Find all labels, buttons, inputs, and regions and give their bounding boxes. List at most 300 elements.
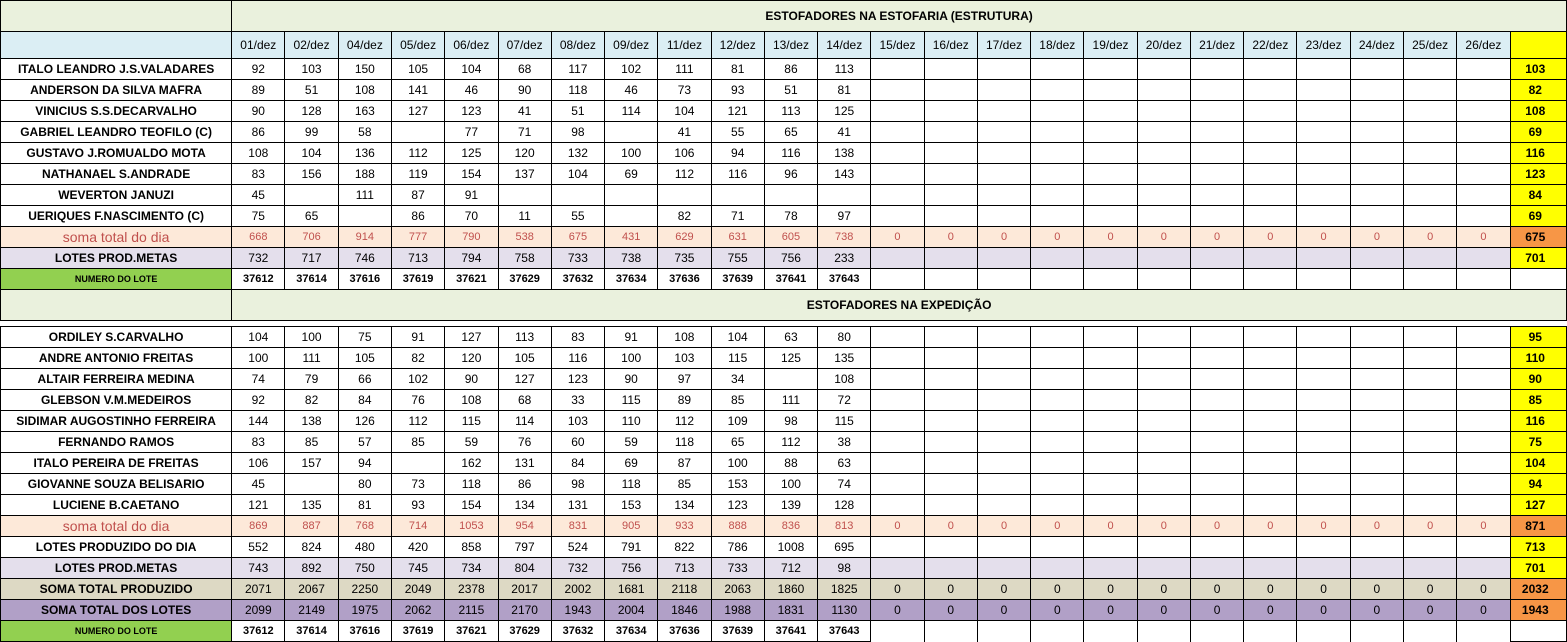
value-cell[interactable] bbox=[1404, 369, 1457, 390]
value-cell[interactable] bbox=[1137, 369, 1190, 390]
value-cell[interactable] bbox=[1137, 206, 1190, 227]
value-cell[interactable] bbox=[1137, 432, 1190, 453]
value-cell[interactable]: 73 bbox=[658, 80, 711, 101]
value-cell[interactable]: 37614 bbox=[285, 621, 338, 642]
value-cell[interactable] bbox=[1084, 185, 1137, 206]
value-cell[interactable] bbox=[1084, 59, 1137, 80]
value-cell[interactable]: 123 bbox=[445, 101, 498, 122]
section-title[interactable]: ESTOFADORES NA EXPEDIÇÃO bbox=[232, 290, 1567, 321]
value-cell[interactable] bbox=[1244, 411, 1297, 432]
average-cell[interactable]: 1943 bbox=[1510, 600, 1566, 621]
value-cell[interactable] bbox=[1137, 269, 1190, 290]
value-cell[interactable]: 755 bbox=[711, 248, 764, 269]
value-cell[interactable]: 75 bbox=[232, 206, 285, 227]
value-cell[interactable]: 86 bbox=[764, 59, 817, 80]
value-cell[interactable]: 85 bbox=[658, 474, 711, 495]
value-cell[interactable]: 714 bbox=[391, 516, 444, 537]
value-cell[interactable]: 733 bbox=[711, 558, 764, 579]
value-cell[interactable] bbox=[924, 390, 977, 411]
value-cell[interactable]: 914 bbox=[338, 227, 391, 248]
value-cell[interactable]: 88 bbox=[764, 453, 817, 474]
value-cell[interactable] bbox=[391, 453, 444, 474]
day-header[interactable]: 15/dez bbox=[871, 32, 924, 59]
value-cell[interactable]: 119 bbox=[391, 164, 444, 185]
value-cell[interactable]: 713 bbox=[658, 558, 711, 579]
value-cell[interactable] bbox=[1457, 390, 1510, 411]
value-cell[interactable]: 81 bbox=[338, 495, 391, 516]
value-cell[interactable] bbox=[1190, 621, 1243, 642]
value-cell[interactable]: 38 bbox=[818, 432, 871, 453]
value-cell[interactable] bbox=[1190, 80, 1243, 101]
value-cell[interactable]: 732 bbox=[551, 558, 604, 579]
value-cell[interactable]: 37629 bbox=[498, 621, 551, 642]
value-cell[interactable]: 233 bbox=[818, 248, 871, 269]
value-cell[interactable]: 0 bbox=[1297, 579, 1350, 600]
value-cell[interactable]: 102 bbox=[605, 59, 658, 80]
value-cell[interactable]: 0 bbox=[924, 579, 977, 600]
value-cell[interactable] bbox=[977, 369, 1030, 390]
value-cell[interactable] bbox=[1244, 390, 1297, 411]
value-cell[interactable]: 1988 bbox=[711, 600, 764, 621]
value-cell[interactable]: 0 bbox=[1457, 516, 1510, 537]
value-cell[interactable]: 104 bbox=[711, 327, 764, 348]
person-name[interactable]: ALTAIR FERREIRA MEDINA bbox=[1, 369, 232, 390]
value-cell[interactable]: 0 bbox=[1350, 579, 1403, 600]
value-cell[interactable] bbox=[1350, 558, 1403, 579]
person-name[interactable]: ANDERSON DA SILVA MAFRA bbox=[1, 80, 232, 101]
value-cell[interactable] bbox=[924, 453, 977, 474]
value-cell[interactable] bbox=[1297, 390, 1350, 411]
average-cell[interactable]: 110 bbox=[1510, 348, 1566, 369]
value-cell[interactable] bbox=[977, 537, 1030, 558]
value-cell[interactable]: 108 bbox=[338, 80, 391, 101]
average-cell[interactable]: 701 bbox=[1510, 558, 1566, 579]
value-cell[interactable] bbox=[1350, 59, 1403, 80]
value-cell[interactable]: 1831 bbox=[764, 600, 817, 621]
value-cell[interactable] bbox=[977, 495, 1030, 516]
value-cell[interactable]: 60 bbox=[551, 432, 604, 453]
value-cell[interactable] bbox=[1297, 558, 1350, 579]
average-cell[interactable]: 84 bbox=[1510, 185, 1566, 206]
value-cell[interactable]: 0 bbox=[1350, 516, 1403, 537]
value-cell[interactable]: 112 bbox=[391, 143, 444, 164]
value-cell[interactable] bbox=[1084, 369, 1137, 390]
value-cell[interactable]: 112 bbox=[658, 164, 711, 185]
average-cell[interactable]: 116 bbox=[1510, 143, 1566, 164]
average-cell[interactable]: 104 bbox=[1510, 453, 1566, 474]
value-cell[interactable]: 80 bbox=[818, 327, 871, 348]
average-cell[interactable]: 116 bbox=[1510, 411, 1566, 432]
value-cell[interactable]: 37621 bbox=[445, 269, 498, 290]
value-cell[interactable]: 97 bbox=[658, 369, 711, 390]
value-cell[interactable] bbox=[1084, 248, 1137, 269]
value-cell[interactable] bbox=[871, 621, 924, 642]
value-cell[interactable] bbox=[1297, 432, 1350, 453]
value-cell[interactable] bbox=[1297, 80, 1350, 101]
value-cell[interactable]: 75 bbox=[338, 327, 391, 348]
value-cell[interactable]: 0 bbox=[1404, 516, 1457, 537]
value-cell[interactable] bbox=[1457, 348, 1510, 369]
value-cell[interactable] bbox=[1031, 206, 1084, 227]
value-cell[interactable]: 37612 bbox=[232, 621, 285, 642]
value-cell[interactable]: 37632 bbox=[551, 269, 604, 290]
value-cell[interactable] bbox=[285, 185, 338, 206]
value-cell[interactable]: 869 bbox=[232, 516, 285, 537]
average-cell[interactable]: 82 bbox=[1510, 80, 1566, 101]
value-cell[interactable] bbox=[1457, 164, 1510, 185]
value-cell[interactable] bbox=[1350, 474, 1403, 495]
value-cell[interactable] bbox=[1350, 495, 1403, 516]
value-cell[interactable] bbox=[1190, 474, 1243, 495]
value-cell[interactable] bbox=[977, 59, 1030, 80]
value-cell[interactable]: 0 bbox=[1084, 516, 1137, 537]
value-cell[interactable]: 1943 bbox=[551, 600, 604, 621]
value-cell[interactable]: 1825 bbox=[818, 579, 871, 600]
value-cell[interactable] bbox=[924, 269, 977, 290]
value-cell[interactable]: 105 bbox=[338, 348, 391, 369]
value-cell[interactable]: 0 bbox=[1457, 600, 1510, 621]
value-cell[interactable]: 87 bbox=[658, 453, 711, 474]
value-cell[interactable]: 37632 bbox=[551, 621, 604, 642]
value-cell[interactable] bbox=[1457, 558, 1510, 579]
value-cell[interactable] bbox=[1457, 411, 1510, 432]
value-cell[interactable]: 92 bbox=[232, 390, 285, 411]
value-cell[interactable]: 0 bbox=[1031, 227, 1084, 248]
value-cell[interactable]: 116 bbox=[711, 164, 764, 185]
value-cell[interactable] bbox=[1031, 621, 1084, 642]
value-cell[interactable]: 45 bbox=[232, 474, 285, 495]
value-cell[interactable] bbox=[977, 453, 1030, 474]
value-cell[interactable] bbox=[1084, 80, 1137, 101]
value-cell[interactable]: 85 bbox=[391, 432, 444, 453]
value-cell[interactable]: 0 bbox=[924, 600, 977, 621]
value-cell[interactable] bbox=[871, 327, 924, 348]
value-cell[interactable] bbox=[1297, 248, 1350, 269]
value-cell[interactable] bbox=[924, 59, 977, 80]
value-cell[interactable] bbox=[924, 621, 977, 642]
value-cell[interactable]: 98 bbox=[551, 474, 604, 495]
value-cell[interactable] bbox=[1297, 143, 1350, 164]
value-cell[interactable]: 2002 bbox=[551, 579, 604, 600]
value-cell[interactable] bbox=[1457, 80, 1510, 101]
value-cell[interactable]: 74 bbox=[232, 369, 285, 390]
value-cell[interactable] bbox=[1084, 621, 1137, 642]
value-cell[interactable]: 45 bbox=[232, 185, 285, 206]
value-cell[interactable] bbox=[1084, 495, 1137, 516]
day-header[interactable]: 01/dez bbox=[232, 32, 285, 59]
value-cell[interactable]: 0 bbox=[1297, 227, 1350, 248]
value-cell[interactable]: 138 bbox=[818, 143, 871, 164]
value-cell[interactable]: 55 bbox=[711, 122, 764, 143]
value-cell[interactable] bbox=[1404, 164, 1457, 185]
value-cell[interactable] bbox=[1350, 537, 1403, 558]
value-cell[interactable]: 2017 bbox=[498, 579, 551, 600]
day-header[interactable]: 08/dez bbox=[551, 32, 604, 59]
value-cell[interactable] bbox=[1404, 206, 1457, 227]
value-cell[interactable]: 126 bbox=[338, 411, 391, 432]
value-cell[interactable]: 65 bbox=[285, 206, 338, 227]
value-cell[interactable] bbox=[1350, 80, 1403, 101]
value-cell[interactable] bbox=[1457, 122, 1510, 143]
value-cell[interactable]: 37643 bbox=[818, 621, 871, 642]
value-cell[interactable] bbox=[1457, 185, 1510, 206]
value-cell[interactable]: 756 bbox=[764, 248, 817, 269]
value-cell[interactable]: 713 bbox=[391, 248, 444, 269]
value-cell[interactable]: 1008 bbox=[764, 537, 817, 558]
value-cell[interactable]: 2170 bbox=[498, 600, 551, 621]
person-name[interactable]: GIOVANNE SOUZA BELISARIO bbox=[1, 474, 232, 495]
value-cell[interactable]: 76 bbox=[391, 390, 444, 411]
value-cell[interactable] bbox=[1350, 621, 1403, 642]
value-cell[interactable] bbox=[871, 558, 924, 579]
value-cell[interactable]: 104 bbox=[445, 59, 498, 80]
value-cell[interactable]: 118 bbox=[605, 474, 658, 495]
value-cell[interactable]: 127 bbox=[498, 369, 551, 390]
value-cell[interactable]: 0 bbox=[977, 227, 1030, 248]
value-cell[interactable]: 1130 bbox=[818, 600, 871, 621]
value-cell[interactable]: 116 bbox=[764, 143, 817, 164]
value-cell[interactable] bbox=[1244, 122, 1297, 143]
value-cell[interactable]: 135 bbox=[285, 495, 338, 516]
value-cell[interactable]: 0 bbox=[1244, 516, 1297, 537]
value-cell[interactable]: 125 bbox=[445, 143, 498, 164]
value-cell[interactable]: 100 bbox=[605, 348, 658, 369]
value-cell[interactable]: 0 bbox=[1297, 600, 1350, 621]
header-blank[interactable] bbox=[1, 32, 232, 59]
value-cell[interactable]: 91 bbox=[445, 185, 498, 206]
value-cell[interactable]: 2118 bbox=[658, 579, 711, 600]
value-cell[interactable] bbox=[871, 432, 924, 453]
value-cell[interactable]: 824 bbox=[285, 537, 338, 558]
value-cell[interactable] bbox=[1084, 453, 1137, 474]
value-cell[interactable]: 0 bbox=[924, 227, 977, 248]
value-cell[interactable]: 123 bbox=[711, 495, 764, 516]
value-cell[interactable]: 82 bbox=[391, 348, 444, 369]
value-cell[interactable]: 93 bbox=[391, 495, 444, 516]
value-cell[interactable]: 144 bbox=[232, 411, 285, 432]
value-cell[interactable]: 104 bbox=[285, 143, 338, 164]
value-cell[interactable]: 90 bbox=[445, 369, 498, 390]
value-cell[interactable] bbox=[924, 537, 977, 558]
value-cell[interactable]: 134 bbox=[658, 495, 711, 516]
value-cell[interactable] bbox=[1244, 248, 1297, 269]
value-cell[interactable] bbox=[764, 185, 817, 206]
value-cell[interactable] bbox=[1457, 143, 1510, 164]
value-cell[interactable]: 758 bbox=[498, 248, 551, 269]
value-cell[interactable] bbox=[1510, 621, 1566, 642]
day-header[interactable]: 09/dez bbox=[605, 32, 658, 59]
value-cell[interactable] bbox=[1031, 269, 1084, 290]
value-cell[interactable]: 51 bbox=[764, 80, 817, 101]
value-cell[interactable]: 118 bbox=[658, 432, 711, 453]
value-cell[interactable] bbox=[1190, 327, 1243, 348]
value-cell[interactable]: 768 bbox=[338, 516, 391, 537]
value-cell[interactable] bbox=[871, 453, 924, 474]
value-cell[interactable]: 37614 bbox=[285, 269, 338, 290]
value-cell[interactable] bbox=[1031, 558, 1084, 579]
row-label[interactable]: NUMERO DO LOTE bbox=[1, 269, 232, 290]
value-cell[interactable]: 2149 bbox=[285, 600, 338, 621]
value-cell[interactable] bbox=[1404, 122, 1457, 143]
value-cell[interactable]: 0 bbox=[977, 600, 1030, 621]
value-cell[interactable]: 163 bbox=[338, 101, 391, 122]
value-cell[interactable] bbox=[871, 101, 924, 122]
average-cell[interactable]: 69 bbox=[1510, 122, 1566, 143]
value-cell[interactable] bbox=[1510, 269, 1566, 290]
value-cell[interactable] bbox=[977, 411, 1030, 432]
value-cell[interactable]: 113 bbox=[764, 101, 817, 122]
value-cell[interactable]: 100 bbox=[232, 348, 285, 369]
value-cell[interactable]: 111 bbox=[285, 348, 338, 369]
value-cell[interactable]: 81 bbox=[711, 59, 764, 80]
value-cell[interactable]: 132 bbox=[551, 143, 604, 164]
value-cell[interactable]: 137 bbox=[498, 164, 551, 185]
value-cell[interactable] bbox=[977, 269, 1030, 290]
value-cell[interactable]: 0 bbox=[1244, 227, 1297, 248]
value-cell[interactable]: 58 bbox=[338, 122, 391, 143]
value-cell[interactable] bbox=[924, 206, 977, 227]
value-cell[interactable] bbox=[658, 185, 711, 206]
value-cell[interactable] bbox=[1137, 348, 1190, 369]
value-cell[interactable] bbox=[871, 495, 924, 516]
average-cell[interactable]: 675 bbox=[1510, 227, 1566, 248]
value-cell[interactable] bbox=[1350, 122, 1403, 143]
value-cell[interactable] bbox=[1190, 248, 1243, 269]
value-cell[interactable]: 121 bbox=[232, 495, 285, 516]
value-cell[interactable] bbox=[391, 122, 444, 143]
value-cell[interactable]: 37616 bbox=[338, 621, 391, 642]
value-cell[interactable] bbox=[1190, 369, 1243, 390]
value-cell[interactable] bbox=[1244, 453, 1297, 474]
value-cell[interactable]: 86 bbox=[391, 206, 444, 227]
value-cell[interactable]: 141 bbox=[391, 80, 444, 101]
person-name[interactable]: GUSTAVO J.ROMUALDO MOTA bbox=[1, 143, 232, 164]
value-cell[interactable] bbox=[1084, 164, 1137, 185]
value-cell[interactable] bbox=[1244, 101, 1297, 122]
value-cell[interactable]: 99 bbox=[285, 122, 338, 143]
value-cell[interactable]: 128 bbox=[285, 101, 338, 122]
value-cell[interactable] bbox=[871, 248, 924, 269]
value-cell[interactable]: 2049 bbox=[391, 579, 444, 600]
value-cell[interactable] bbox=[1404, 248, 1457, 269]
value-cell[interactable]: 108 bbox=[232, 143, 285, 164]
value-cell[interactable]: 83 bbox=[551, 327, 604, 348]
value-cell[interactable] bbox=[1084, 143, 1137, 164]
value-cell[interactable] bbox=[1297, 369, 1350, 390]
value-cell[interactable]: 0 bbox=[1190, 516, 1243, 537]
value-cell[interactable]: 0 bbox=[1084, 227, 1137, 248]
blank-cell[interactable] bbox=[1, 1, 232, 32]
value-cell[interactable]: 85 bbox=[285, 432, 338, 453]
value-cell[interactable]: 111 bbox=[658, 59, 711, 80]
value-cell[interactable] bbox=[977, 164, 1030, 185]
value-cell[interactable] bbox=[1084, 411, 1137, 432]
value-cell[interactable] bbox=[977, 80, 1030, 101]
value-cell[interactable] bbox=[924, 411, 977, 432]
value-cell[interactable] bbox=[1137, 59, 1190, 80]
value-cell[interactable] bbox=[1084, 537, 1137, 558]
value-cell[interactable] bbox=[1404, 59, 1457, 80]
value-cell[interactable] bbox=[1297, 269, 1350, 290]
value-cell[interactable]: 37641 bbox=[764, 269, 817, 290]
value-cell[interactable] bbox=[1244, 432, 1297, 453]
value-cell[interactable]: 0 bbox=[1084, 579, 1137, 600]
value-cell[interactable] bbox=[1190, 122, 1243, 143]
value-cell[interactable]: 69 bbox=[605, 453, 658, 474]
value-cell[interactable]: 888 bbox=[711, 516, 764, 537]
value-cell[interactable]: 91 bbox=[391, 327, 444, 348]
value-cell[interactable] bbox=[1350, 432, 1403, 453]
value-cell[interactable] bbox=[1404, 390, 1457, 411]
value-cell[interactable]: 120 bbox=[498, 143, 551, 164]
value-cell[interactable] bbox=[924, 348, 977, 369]
person-name[interactable]: ANDRE ANTONIO FREITAS bbox=[1, 348, 232, 369]
value-cell[interactable] bbox=[1031, 537, 1084, 558]
value-cell[interactable] bbox=[1244, 558, 1297, 579]
value-cell[interactable]: 0 bbox=[1137, 516, 1190, 537]
value-cell[interactable]: 0 bbox=[1190, 579, 1243, 600]
value-cell[interactable] bbox=[871, 206, 924, 227]
value-cell[interactable]: 104 bbox=[658, 101, 711, 122]
value-cell[interactable]: 86 bbox=[498, 474, 551, 495]
value-cell[interactable] bbox=[1350, 143, 1403, 164]
value-cell[interactable] bbox=[1244, 185, 1297, 206]
value-cell[interactable]: 115 bbox=[711, 348, 764, 369]
value-cell[interactable] bbox=[1137, 411, 1190, 432]
value-cell[interactable] bbox=[711, 185, 764, 206]
value-cell[interactable] bbox=[1190, 143, 1243, 164]
value-cell[interactable] bbox=[1084, 269, 1137, 290]
value-cell[interactable]: 59 bbox=[445, 432, 498, 453]
value-cell[interactable] bbox=[1297, 122, 1350, 143]
row-label[interactable]: soma total do dia bbox=[1, 227, 232, 248]
value-cell[interactable]: 104 bbox=[551, 164, 604, 185]
value-cell[interactable]: 108 bbox=[658, 327, 711, 348]
value-cell[interactable]: 41 bbox=[818, 122, 871, 143]
value-cell[interactable]: 0 bbox=[871, 579, 924, 600]
value-cell[interactable] bbox=[977, 101, 1030, 122]
value-cell[interactable]: 0 bbox=[1244, 579, 1297, 600]
value-cell[interactable]: 37641 bbox=[764, 621, 817, 642]
value-cell[interactable]: 37619 bbox=[391, 621, 444, 642]
average-cell[interactable]: 871 bbox=[1510, 516, 1566, 537]
value-cell[interactable]: 0 bbox=[1404, 600, 1457, 621]
value-cell[interactable] bbox=[1244, 206, 1297, 227]
value-cell[interactable] bbox=[1350, 327, 1403, 348]
average-cell[interactable]: 90 bbox=[1510, 369, 1566, 390]
value-cell[interactable] bbox=[1190, 390, 1243, 411]
value-cell[interactable]: 153 bbox=[605, 495, 658, 516]
value-cell[interactable] bbox=[1350, 411, 1403, 432]
value-cell[interactable]: 106 bbox=[658, 143, 711, 164]
value-cell[interactable]: 69 bbox=[605, 164, 658, 185]
value-cell[interactable]: 127 bbox=[391, 101, 444, 122]
day-header[interactable]: 26/dez bbox=[1457, 32, 1510, 59]
value-cell[interactable] bbox=[1137, 164, 1190, 185]
value-cell[interactable]: 1053 bbox=[445, 516, 498, 537]
value-cell[interactable] bbox=[1031, 185, 1084, 206]
value-cell[interactable]: 134 bbox=[498, 495, 551, 516]
value-cell[interactable] bbox=[1244, 59, 1297, 80]
value-cell[interactable] bbox=[1350, 453, 1403, 474]
value-cell[interactable]: 115 bbox=[605, 390, 658, 411]
value-cell[interactable] bbox=[1244, 348, 1297, 369]
value-cell[interactable]: 114 bbox=[498, 411, 551, 432]
day-header[interactable]: 25/dez bbox=[1404, 32, 1457, 59]
value-cell[interactable] bbox=[1297, 348, 1350, 369]
value-cell[interactable]: 0 bbox=[1350, 227, 1403, 248]
value-cell[interactable] bbox=[1244, 537, 1297, 558]
